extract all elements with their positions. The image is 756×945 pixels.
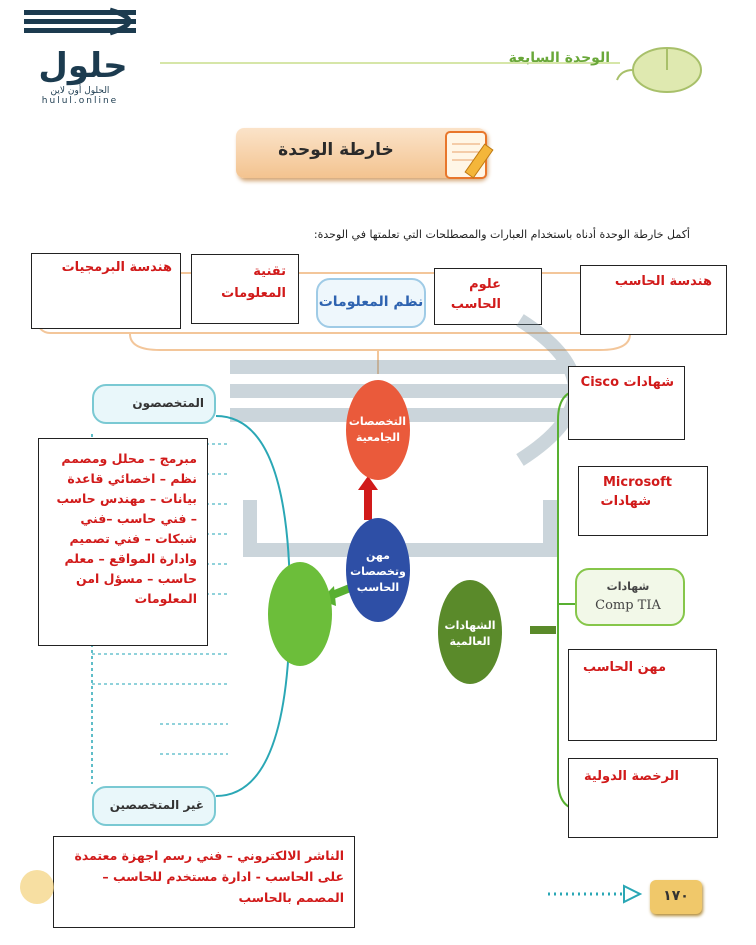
non-specialists-label: غير المتخصصين: [109, 798, 204, 812]
answer-computer-careers[interactable]: [568, 649, 717, 741]
unit-label: الوحدة السابعة: [508, 50, 610, 66]
logo-sub-en: hulul.online: [41, 96, 119, 106]
logo-sub-ar: الحلول أون لاين: [50, 86, 110, 96]
page-title: خارطة الوحدة: [278, 140, 394, 160]
footer-corner-decoration: [20, 870, 54, 904]
answer-microsoft-ar: شهادات: [600, 494, 651, 509]
non-specialists-answer-text: الناشر الالكتروني – فني رسم اجهزة معتمدة على الحاسب - ادارة مستخدم للحاسب – المصمم بالحاسب: [74, 848, 344, 905]
answer-intl-license[interactable]: [568, 758, 718, 838]
answer-computer-careers-text: مهن الحاسب: [583, 660, 666, 675]
specialists-answer-text: مبرمج – محلل ومصمم نظم – اخصائي قاعدة بيانات – مهندس حاسب – فني حاسب –فني شبكات – فني تصميم وادارة المواقع – معلم حاسب – مسؤل امن المعلومات: [56, 451, 197, 606]
circle-university-majors: التخصصات الجامعية: [348, 415, 406, 444]
circle-careers: مهن وتخصصات الحاسب: [350, 549, 406, 594]
answer-info-technology-text: تقنية المعلومات: [221, 264, 286, 301]
answer-microsoft[interactable]: [578, 466, 708, 536]
pencil-notepad-icon: [440, 124, 504, 186]
comptia-en: Comp TIA: [595, 598, 661, 613]
brand-logo: [10, 6, 150, 106]
footer-dotted-arrow: [548, 884, 644, 904]
answer-software-engineering[interactable]: [31, 253, 181, 329]
circle-global-certs: الشهادات العالمية: [444, 619, 496, 648]
answer-intl-license-text: الرخصة الدولية: [583, 769, 679, 784]
answer-microsoft-en: Microsoft: [603, 475, 672, 490]
answer-cisco-text: شهادات Cisco: [580, 375, 674, 390]
answer-computer-engineering-text: هندسة الحاسب: [614, 274, 712, 289]
comptia-ar: شهادات: [606, 580, 650, 593]
mouse-icon: [615, 40, 705, 100]
page-number: ١٧٠: [663, 888, 689, 904]
answer-cisco[interactable]: [568, 366, 685, 440]
non-specialists-answer[interactable]: [53, 836, 355, 928]
comptia-pill: [575, 568, 685, 626]
specialists-answer[interactable]: [38, 438, 208, 646]
instruction-text: أكمل خارطة الوحدة أدناه باستخدام العبارات والمصطلحات التي تعلمتها في الوحدة:: [313, 228, 690, 241]
specialists-label: المتخصصون: [132, 396, 204, 410]
center-pill-label: نظم المعلومات: [318, 294, 424, 310]
logo-text: حلول: [38, 46, 128, 86]
answer-computer-science-text: علوم الحاسب: [450, 277, 501, 312]
answer-software-engineering-text: هندسة البرمجيات: [61, 260, 172, 275]
